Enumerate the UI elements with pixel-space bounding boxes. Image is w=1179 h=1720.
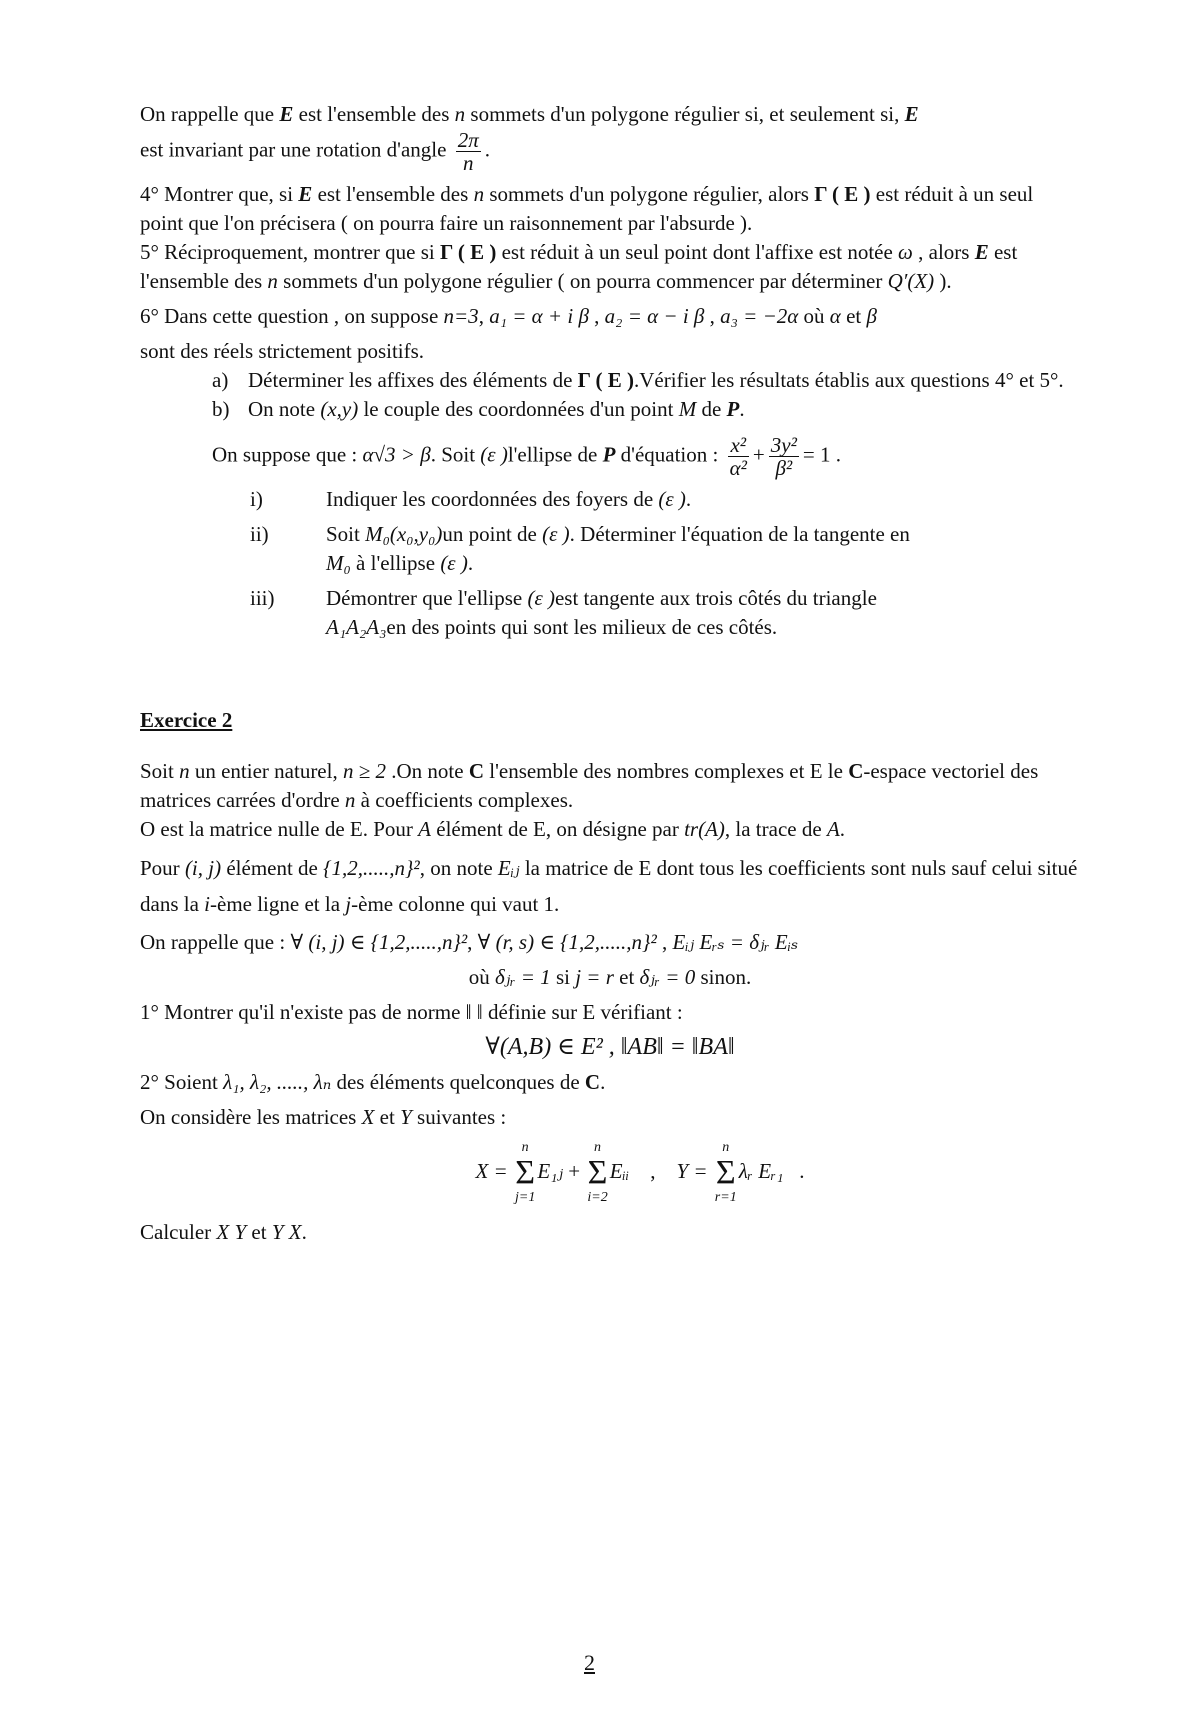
question-6-cont: sont des réels strictement positifs. [140,339,425,363]
ellipse-fraction-y: $\frac{\text{3y²}}{\text{β²}}$ [770,433,797,480]
page-number: 2 [584,1650,595,1675]
intro-line-2: est invariant par une rotation d'angle $\frac{2\pi}{n}$ . [140,128,490,175]
sum-j: n Σ j=1 [514,1140,536,1205]
ex2-question-1-formula: ∀(A,B) ∈ E² , ‖AB‖ = ‖BA‖ [485,1034,735,1060]
sum-r: n Σ r=1 [714,1140,737,1205]
ex2-question-1: 1° Montrer qu'il n'existe pas de norme ‖ ‖ définie sur E vérifiant : [140,1000,683,1024]
question-6b-iii: iii) Démontrer que l'ellipse (ε )est tangente aux trois côtés du triangle A₁A₂A₃en des points qui sont les milieux de ces côtés. [250,586,877,639]
ex2-question-2: 2° Soient λ₁, λ₂, ....., λₙ des éléments quelconques de C. [140,1070,606,1094]
question-6b-i: i) Indiquer les coordonnées des foyers de (ε ). [250,487,692,511]
question-6b: b) On note (x,y) le couple des coordonnées d'un point M de P. [212,397,745,421]
angle-fraction: $\frac{2\pi}{n}$ [457,128,479,175]
page-content [140,100,1080,1247]
ex2-intro-2: O est la matrice nulle de E. Pour A élément de E, on désigne par tr(A), la trace de A. [140,817,846,841]
ex2-intro-1: Soit n un entier naturel, n ≥ 2 .On note C l'ensemble des nombres complexes et E le C-espace vectoriel des matrices carrées d'ordre n à coefficients complexes. [140,759,1039,812]
question-4: 4° Montrer que, si E est l'ensemble des n sommets d'un polygone régulier, alors Γ ( E ) est réduit à un seul point que l'on précisera ( on pourra faire un raisonnement par l'absurde ). [140,182,1034,235]
intro-line-1: On rappelle que E est l'ensemble des n sommets d'un polygone régulier si, et seulement si, E [140,102,919,126]
ex2-recall: On rappelle que : ∀ (i, j) ∈ {1,2,.....,n}², ∀ (r, s) ∈ {1,2,.....,n}² , Eᵢⱼ Eᵣₛ = δⱼᵣ Eᵢₛ [140,930,799,954]
matrix-definitions: X = n Σ j=1 E₁ⱼ + n Σ i=2 Eᵢᵢ , Y = n Σ r=1 λᵣ Eᵣ₁ . [475,1140,805,1205]
ellipse-fraction-x: $\frac{\text{x²}}{\text{α²}}$ [729,433,747,480]
ex2-question-2-matrices: On considère les matrices X et Y suivantes : [140,1105,507,1129]
question-6b-ii: ii) Soit M₀(x₀,y₀)un point de (ε ). Déterminer l'équation de la tangente en M₀ à l'ellipse (ε ). [250,522,910,575]
question-6: 6° Dans cette question , on suppose n=3, a₁ = α + i β , a₂ = α − i β , a₃ = −2α où α et β [140,304,877,328]
ex2-intro-3: Pour (i, j) élément de {1,2,.....,n}², on note Eᵢⱼ la matrice de E dont tous les coefficients sont nuls sauf celui situé dans la i-ème ligne et la j-ème colonne qui vaut 1. [140,856,1078,916]
exercise-2-heading: Exercice 2 [140,708,233,732]
question-5: 5° Réciproquement, montrer que si Γ ( E ) est réduit à un seul point dont l'affixe est notée ω , alors E est l'ensemble des n sommets d'un polygone régulier ( on pourra commencer par déterminer Q′(X) ). [140,240,1018,293]
ex2-kronecker: où δⱼᵣ = 1 si j = r et δⱼᵣ = 0 sinon. [468,965,752,989]
sum-i: n Σ i=2 [587,1140,608,1205]
ex2-calculate: Calculer X Y et Y X. [140,1220,307,1244]
ellipse-hypothesis: On suppose que : α√3 > β. Soit (ε )l'ellipse de P d'équation : $\frac{\text{x²}}{\text{α²}}$ + $\frac{\text{3y²}}{\text{β²}}$ = 1 . [212,433,841,480]
question-6a: a) Déterminer les affixes des éléments de Γ ( E ).Vérifier les résultats établis aux questions 4° et 5°. [212,368,1064,392]
